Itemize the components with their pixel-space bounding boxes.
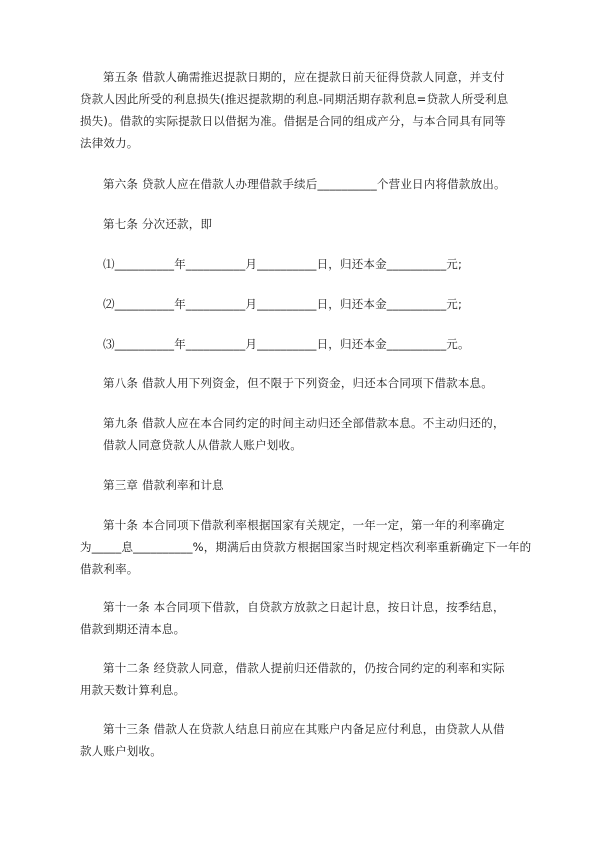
installment-1	[103, 253, 525, 275]
text-line: 款人账户划收。	[80, 744, 162, 758]
text-line: 法律效力。	[80, 136, 139, 150]
chapter-heading	[103, 474, 525, 496]
text-line: 第五条 借款人确需推迟提款日期的，应在提款日前天征得贷款人同意，并支付	[103, 70, 505, 84]
paragraph-article-12	[80, 657, 525, 701]
text-line: 贷款人因此所受的利息损失(推迟提款期的利息-同期活期存款利息=贷款人所受利息	[80, 92, 509, 106]
installment-2	[103, 293, 525, 315]
paragraph-article-8	[103, 372, 525, 394]
text-line: 借款到期还清本息。	[80, 622, 186, 636]
text-line: ⑶__________年__________月__________日，归还本金__________元。	[103, 337, 470, 351]
text-line: 第七条 分次还款，即	[103, 217, 213, 231]
text-line: 第八条 借款人用下列资金，但不限于下列资金，归还本合同项下借款本息。	[103, 376, 493, 390]
text-line: 第九条 借款人应在本合同约定的时间主动归还全部借款本息。不主动归还的，	[103, 416, 505, 430]
paragraph-article-7	[103, 213, 525, 235]
paragraph-article-13	[80, 718, 525, 762]
text-line: 第六条 贷款人应在借款人办理借款手续后__________个营业日内将借款放出。	[103, 177, 506, 191]
paragraph-article-11	[80, 596, 525, 640]
text-line: 借款利率。	[80, 562, 139, 576]
text-line: 第三章 借款利率和计息	[103, 478, 224, 492]
text-line: ⑵__________年__________月__________日，归还本金__________元;	[103, 297, 463, 311]
paragraph-article-10	[80, 514, 532, 580]
text-line: 第十一条 本合同项下借款，自贷款方放款之日起计息，按日计息，按季结息，	[103, 600, 505, 614]
text-line: 第十二条 经贷款人同意，借款人提前归还借款的，仍按合同约定的利率和实际	[103, 661, 505, 675]
text-line: ⑴__________年__________月__________日，归还本金__________元;	[103, 257, 463, 271]
paragraph-article-6	[103, 173, 525, 195]
installment-3	[103, 333, 525, 355]
paragraph-article-5	[80, 66, 525, 154]
text-line: 用款天数计算利息。	[80, 683, 186, 697]
text-line: 损失)。借款的实际提款日以借据为准。借据是合同的组成产分，与本合同具有同等	[80, 114, 506, 128]
text-line: 借款人同意贷款人从借款人账户划收。	[103, 438, 302, 452]
text-line: 为_____息__________%，期满后由贷款方根据国家当时规定档次利率重新确定下一年的	[80, 540, 532, 554]
text-line: 第十条 本合同项下借款利率根据国家有关规定，一年一定，第一年的利率确定	[103, 518, 505, 532]
text-line: 第十三条 借款人在贷款人结息日前应在其账户内备足应付利息，由贷款人从借	[103, 722, 505, 736]
paragraph-article-9	[103, 412, 525, 456]
